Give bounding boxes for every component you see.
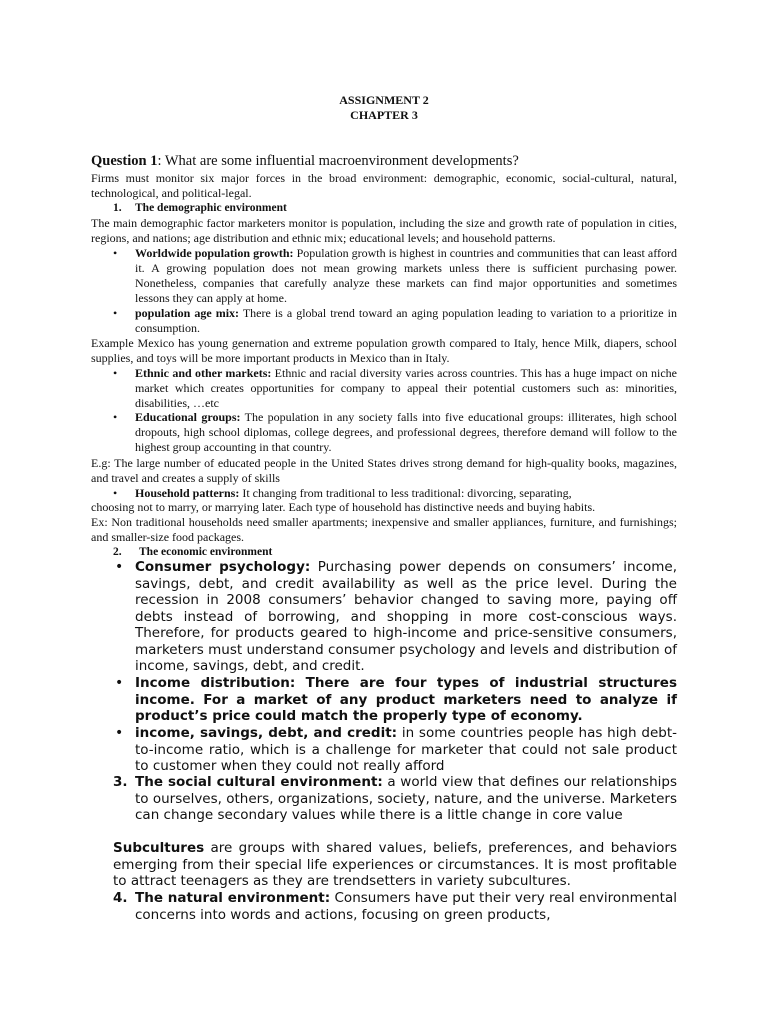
section3-paragraph: The social cultural environment: a world view that defines our relationships to ourselves, others, organizations, society, nature, and the universe. Marketers can change secondary values while there is a little change in core value	[135, 774, 677, 823]
section1-title: The demographic environment	[135, 202, 287, 214]
bullet-dot: •	[115, 725, 124, 741]
intro-paragraph: Firms must monitor six major forces in the broad environment: demographic, economic, social-cultural, natural, technological, and political-legal.	[91, 171, 677, 200]
bullet-dot: •	[115, 559, 124, 575]
section2-title: The economic environment	[139, 546, 273, 558]
bullet-income-distribution: Income distribution: There are four types of industrial structures income. For a market of any product marketers need to analyze if product’s price could match the properly type of economy.	[135, 675, 677, 724]
question-line	[91, 153, 681, 170]
bullet-dot: •	[113, 410, 118, 424]
bullet-age-mix: population age mix: There is a global trend toward an aging population leading to variation to a prioritize in consumption.	[135, 306, 677, 335]
chapter-heading: CHAPTER 3	[350, 108, 418, 122]
question-label: Question 1	[91, 153, 158, 169]
bullet-dot: •	[113, 486, 118, 500]
bullet-household-patterns: Household patterns: It changing from traditional to less traditional: divorcing, separating,	[135, 486, 572, 500]
bullet-population-growth: Worldwide population growth: Population growth is highest in countries and communities that can least afford it. A growing population does not mean growing markets unless there is sufficient purchasing power. Nonetheless, companies that carefully analyze these markets can find major opportunities and sometimes lessons they can apply at home.	[135, 246, 677, 305]
bullet-dot: •	[113, 366, 118, 380]
section2-number: 2.	[113, 546, 122, 558]
bullet-dot: •	[115, 675, 124, 691]
bullet-ethnic-markets: Ethnic and other markets: Ethnic and racial diversity varies across countries. This has a huge impact on niche market which creates opportunities for company to appeal their potential customers such as: minorities, disabilities, …etc	[135, 366, 677, 410]
section4-paragraph: The natural environment: Consumers have put their very real environmental concerns into words and actions, focusing on green products,	[135, 890, 678, 923]
household-continuation: choosing not to marry, or marrying later. Each type of household has distinctive needs and buying habits.	[91, 500, 596, 514]
question-text: : What are some influential macroenvironment developments?	[157, 153, 519, 169]
section4-number: 4.	[113, 890, 128, 906]
example-households: Ex: Non traditional households need smaller apartments; inexpensive and smaller appliances, furniture, and furnishings; and smaller-size food packages.	[91, 515, 677, 544]
section3-number: 3.	[113, 774, 128, 790]
section1-number: 1.	[113, 202, 122, 214]
bullet-income-savings-debt: income, savings, debt, and credit: in some countries people has high debt-to-income ratio, which is a challenge for marketer that could not sale product to customer when they could not really afford	[135, 725, 677, 774]
bullet-dot: •	[113, 246, 118, 260]
bullet-dot: •	[113, 306, 118, 320]
example-mexico: Example Mexico has young genernation and extreme population growth compared to Italy, hence Milk, diapers, school supplies, and toys will be more important products in Mexico than in Italy.	[91, 336, 677, 365]
section1-body: The main demographic factor marketers monitor is population, including the size and growth rate of population in cities, regions, and nations; age distribution and ethnic mix; educational levels; and household patterns.	[91, 216, 677, 245]
example-education: E.g: The large number of educated people in the United States drives strong demand for high-quality books, magazines, and travel and creates a supply of skills	[91, 456, 677, 485]
subcultures-paragraph: Subcultures are groups with shared values, beliefs, preferences, and behaviors emerging from their special life experiences or circumstances. It is most profitable to attract teenagers as they are trendsetters in variety subcultures.	[113, 840, 677, 889]
assignment-heading: ASSIGNMENT 2	[339, 93, 429, 107]
bullet-educational-groups: Educational groups: The population in any society falls into five educational groups: illiterates, high school dropouts, high school diplomas, college degrees, and professional degrees, therefore demand will follow to the highest group accounting in that country.	[135, 410, 677, 454]
bullet-consumer-psychology: Consumer psychology: Purchasing power depends on consumers’ income, savings, debt, and credit availability as well as the price level. During the recession in 2008 consumers’ behavior changed to saving more, paying off debts instead of borrowing, and shopping in more cost-conscious ways. Therefore, for products geared to high-income and price-sensitive consumers, marketers must understand consumer psychology and levels and distribution of income, savings, debt, and credit.	[135, 559, 678, 674]
